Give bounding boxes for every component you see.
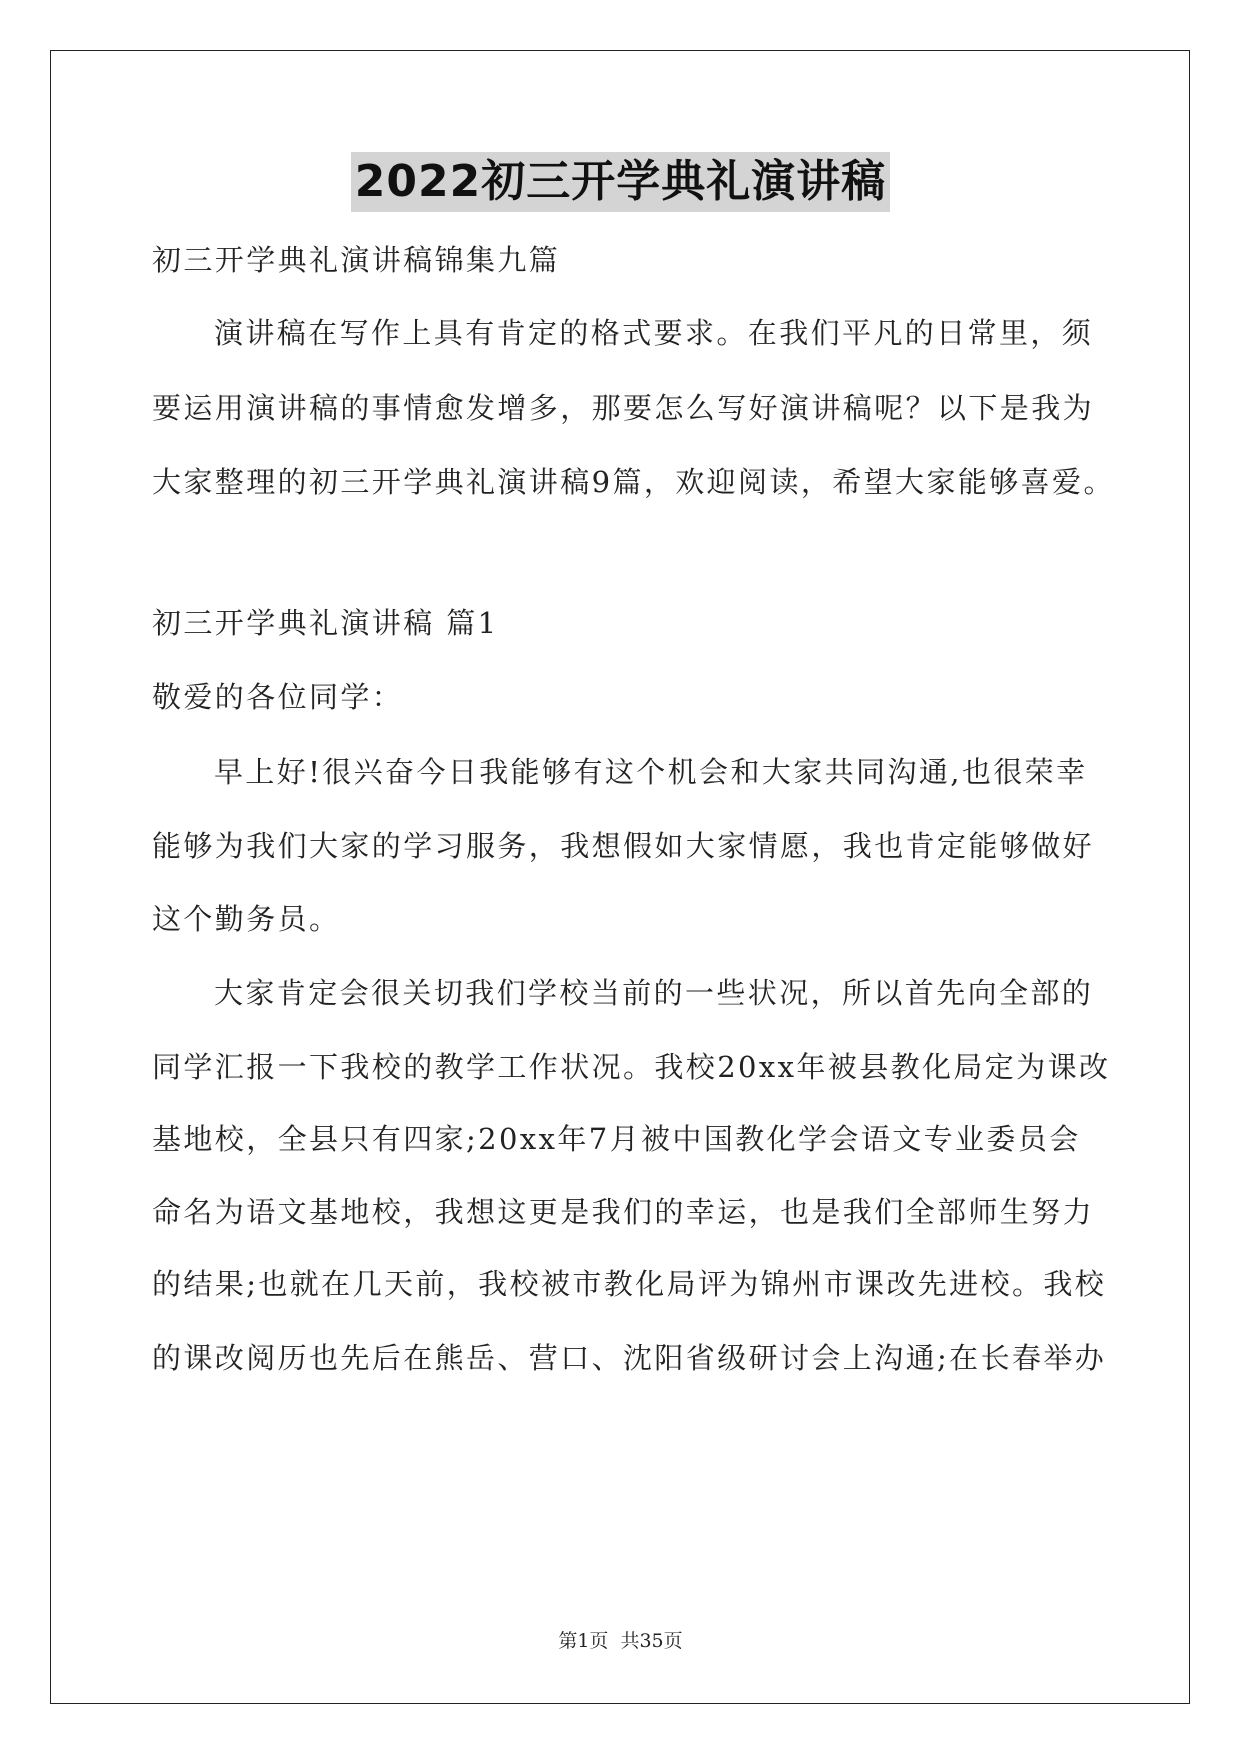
paragraph-line: 的结果;也就在几天前，我校被市教化局评为锦州市课改先进校。我校 (152, 1267, 1107, 1301)
page-footer (0, 1626, 1241, 1653)
intro-line: 要运用演讲稿的事情愈发增多，那要怎么写好演讲稿呢？以下是我为 (152, 391, 1095, 425)
page-border (50, 50, 1190, 1704)
paragraph-line: 命名为语文基地校，我想这更是我们的幸运，也是我们全部师生努力 (152, 1195, 1095, 1229)
paragraph-line: 的课改阅历也先后在熊岳、营口、沈阳省级研讨会上沟通;在长春举办 (152, 1341, 1107, 1375)
paragraph-line: 大家肯定会很关切我们学校当前的一些状况，所以首先向全部的 (214, 976, 1094, 1010)
page-number: 第1页 (558, 1630, 609, 1652)
salutation: 敬爱的各位同学： (152, 680, 404, 714)
intro-line: 大家整理的初三开学典礼演讲稿9篇，欢迎阅读，希望大家能够喜爱。 (152, 465, 1115, 499)
title-container (0, 152, 1241, 212)
paragraph-line: 能够为我们大家的学习服务，我想假如大家情愿，我也肯定能够做好 (152, 829, 1095, 863)
document-title: 2022初三开学典礼演讲稿 (351, 152, 890, 212)
paragraph-line: 基地校，全县只有四家;20xx年7月被中国教化学会语文专业委员会 (152, 1122, 1081, 1156)
section-heading: 初三开学典礼演讲稿 篇1 (152, 606, 499, 640)
intro-line: 演讲稿在写作上具有肯定的格式要求。在我们平凡的日常里，须 (214, 316, 1094, 350)
document-subtitle: 初三开学典礼演讲稿锦集九篇 (152, 243, 561, 277)
page-total: 共35页 (620, 1630, 683, 1652)
paragraph-line: 这个勤务员。 (152, 902, 341, 936)
paragraph-line: 同学汇报一下我校的教学工作状况。我校20xx年被县教化局定为课改 (152, 1050, 1111, 1084)
paragraph-line: 早上好!很兴奋今日我能够有这个机会和大家共同沟通,也很荣幸 (214, 755, 1088, 789)
